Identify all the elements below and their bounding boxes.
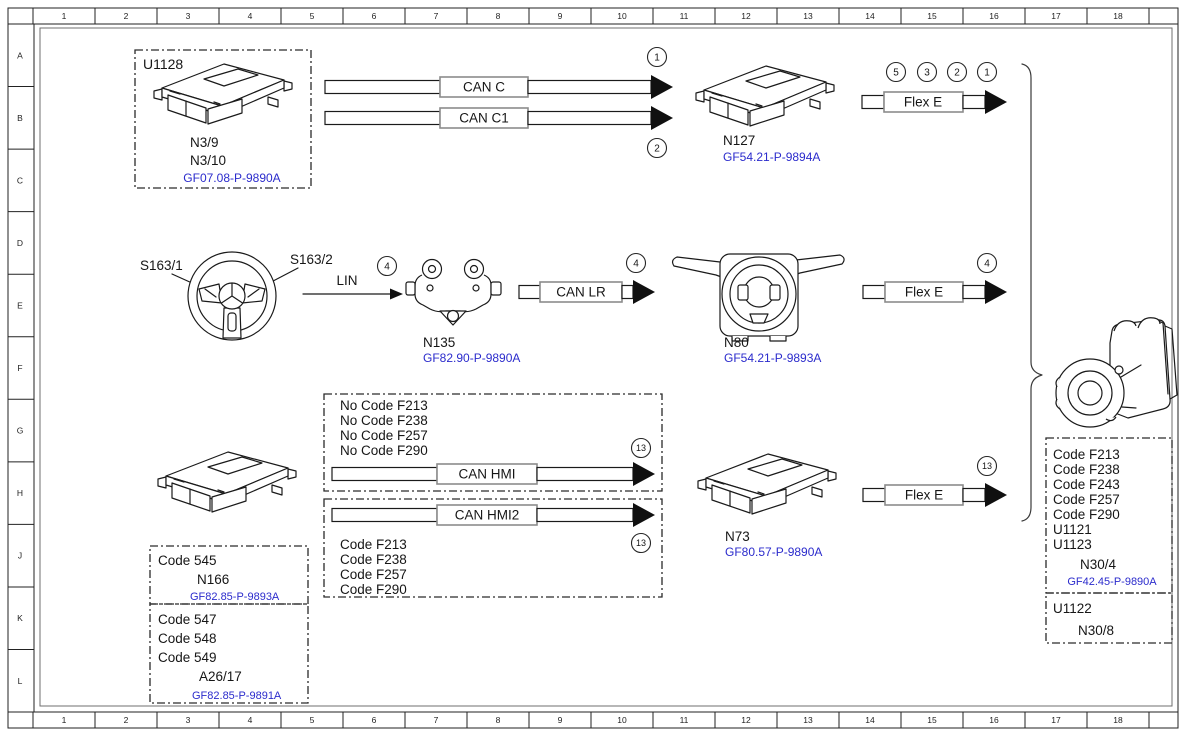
doc-link[interactable]: GF82.85-P-9891A (192, 690, 282, 702)
grid-col-label: 14 (865, 11, 875, 21)
steering-wheel-drawing (188, 252, 276, 340)
code-label: Code F257 (1053, 492, 1120, 507)
bus-stub (862, 96, 884, 109)
part-id: N3/9 (190, 135, 219, 150)
grid-col-label: 1 (61, 11, 67, 21)
bus-can-c1 (325, 106, 673, 158)
grid-col-label: 10 (617, 11, 627, 21)
group-can-hmi2-box (324, 499, 662, 597)
bus-line (622, 286, 633, 299)
grid-col-label: 17 (1051, 11, 1061, 21)
grid-col-label: 1 (61, 715, 67, 725)
grid-col-label: 13 (803, 11, 813, 21)
code-label: No Code F290 (340, 443, 428, 458)
bus-flex-e-bottom (863, 457, 1007, 508)
bus-line (537, 468, 633, 481)
grid-col-label: 13 (803, 715, 813, 725)
grid-col-label: 15 (927, 715, 937, 725)
bus-label: Flex E (904, 487, 944, 503)
grid-col-label: 2 (123, 715, 129, 725)
control-unit-drawing-n73 (698, 454, 836, 514)
code-label: U1123 (1053, 537, 1092, 552)
callout-number: 2 (654, 143, 660, 155)
bus-flex-e-top (862, 63, 1007, 115)
callout-number: 13 (981, 461, 993, 471)
bus-stub (863, 489, 885, 502)
bus-stub (519, 286, 540, 299)
doc-link[interactable]: GF80.57-P-9890A (725, 545, 823, 559)
code-label: Code F238 (1053, 462, 1120, 477)
bus-line (332, 509, 437, 522)
grid-row-label: F (17, 363, 23, 374)
group-a26-17-box (150, 604, 308, 703)
control-unit-drawing-n3 (154, 64, 292, 124)
grid-col-label: 16 (989, 11, 999, 21)
callout-number: 1 (984, 67, 990, 79)
code-label: Code F290 (1053, 507, 1120, 522)
callout-number: 13 (635, 443, 647, 453)
arrowhead-icon (985, 90, 1007, 114)
grid-col-label: 15 (927, 11, 937, 21)
grid-col-label: 8 (495, 715, 501, 725)
arrowhead-icon (390, 289, 403, 300)
grid-col-label: 12 (741, 715, 751, 725)
part-id: N127 (723, 133, 756, 148)
bus-label: CAN HMI2 (454, 507, 520, 523)
grid-row-label: K (17, 613, 23, 624)
grid-col-label: 9 (557, 715, 563, 725)
part-id: N30/4 (1079, 557, 1117, 572)
grid-row-label: D (16, 237, 24, 248)
grid-col-label: 10 (617, 715, 627, 725)
bus-label: Flex E (904, 284, 944, 300)
group-n135 (406, 260, 520, 366)
grid-col-label: 7 (433, 715, 439, 725)
callout-number: 2 (954, 67, 960, 79)
bus-line (963, 96, 985, 109)
grid-col-label: 11 (679, 11, 689, 21)
bus-label: CAN LR (556, 284, 606, 300)
group-can-hmi-box (324, 394, 662, 491)
grid-col-label: 4 (247, 715, 253, 725)
part-id: A26/17 (199, 669, 242, 684)
group-n73 (698, 454, 836, 559)
bus-flex-e-middle (863, 254, 1007, 305)
bus-line (963, 286, 985, 299)
control-unit-drawing-n166 (158, 452, 296, 512)
grid-col-label: 17 (1051, 715, 1061, 725)
control-unit-drawing-n127 (696, 66, 834, 126)
bus-can-c (325, 48, 673, 100)
arrowhead-icon (651, 75, 673, 99)
part-id: S163/2 (290, 252, 333, 267)
doc-link[interactable]: GF82.85-P-9893A (190, 591, 280, 603)
group-steering-wheel (140, 252, 333, 340)
group-n166-box (150, 546, 308, 604)
bus-label: CAN HMI (458, 466, 516, 482)
grid-col-label: 5 (309, 11, 315, 21)
hydraulic-unit-drawing (1056, 318, 1177, 427)
bus-line (325, 112, 440, 125)
grid-row-label: G (16, 425, 24, 436)
code-label: Code F290 (340, 582, 407, 597)
callout-number: 5 (893, 67, 899, 79)
bus-line (963, 489, 985, 502)
grid-col-label: 6 (371, 11, 377, 21)
group-n30-8-box (1046, 593, 1172, 643)
grid-col-label: 5 (309, 715, 315, 725)
code-label: Code 549 (158, 650, 217, 665)
arrowhead-icon (651, 106, 673, 130)
code-label: Code 548 (158, 631, 217, 646)
grid-col-label: 8 (495, 11, 501, 21)
steering-wheel-electronics-drawing (406, 260, 501, 326)
bus-stub (863, 286, 885, 299)
doc-link[interactable]: GF54.21-P-9893A (724, 351, 822, 365)
part-id: N166 (197, 572, 230, 587)
code-label: Code F213 (340, 537, 407, 552)
grid-col-label: 18 (1113, 11, 1123, 21)
arrowhead-icon (633, 503, 655, 527)
grid-col-label: 18 (1113, 715, 1123, 725)
code-label: Code F238 (340, 552, 407, 567)
grid-col-label: 16 (989, 715, 999, 725)
group-u1128 (135, 50, 311, 188)
grid-row-label: H (16, 488, 24, 499)
callout-number: 1 (654, 52, 660, 64)
grid-col-label: 3 (185, 715, 191, 725)
grid-col-label: 7 (433, 11, 439, 21)
code-label: Code 545 (158, 553, 217, 568)
arrowhead-icon (633, 280, 655, 304)
grid-col-label: 4 (247, 11, 253, 21)
grid-col-label: 2 (123, 11, 129, 21)
grid-row-label: L (17, 675, 23, 686)
component-code: U1128 (143, 56, 184, 72)
code-label: U1121 (1053, 522, 1092, 537)
bus-line (332, 468, 437, 481)
arrowhead-icon (985, 483, 1007, 507)
doc-link[interactable]: GF42.45-P-9890A (1067, 576, 1157, 588)
bus-label: CAN C (462, 79, 506, 95)
code-label: Code F243 (1053, 477, 1120, 492)
code-label: Code F213 (1053, 447, 1120, 462)
grid-row-label: E (17, 300, 23, 311)
callout-number: 4 (633, 258, 639, 270)
bus-label: Flex E (903, 94, 943, 110)
bus-can-lr (519, 254, 655, 305)
bus-line (537, 509, 633, 522)
part-id: N73 (725, 529, 750, 544)
grid-col-label: 3 (185, 11, 191, 21)
group-n127 (696, 66, 834, 164)
grid-row-label: C (16, 175, 24, 186)
collector-brace (1022, 64, 1042, 521)
arrowhead-icon (633, 462, 655, 486)
part-id: N3/10 (190, 153, 227, 168)
arrowhead-icon (985, 280, 1007, 304)
bus-line (528, 112, 651, 125)
part-id: S163/1 (140, 258, 183, 273)
callout-number: 4 (384, 261, 390, 273)
part-id: N80 (724, 335, 749, 350)
callout-number: 4 (984, 258, 990, 270)
grid-row-label: B (17, 112, 23, 123)
doc-link[interactable]: GF82.90-P-9890A (423, 351, 521, 365)
grid-col-label: 11 (679, 715, 689, 725)
group-n30-4-box (1046, 438, 1172, 593)
part-id: N135 (423, 335, 456, 350)
code-label: No Code F213 (340, 398, 428, 413)
grid-col-label: 9 (557, 11, 563, 21)
grid-col-label: 14 (865, 715, 875, 725)
group-n80 (673, 254, 845, 365)
code-label: U1122 (1053, 601, 1092, 616)
grid-col-label: 12 (741, 11, 751, 21)
grid-row-label: J (17, 550, 23, 561)
doc-link[interactable]: GF54.21-P-9894A (723, 150, 821, 164)
code-label: Code F257 (340, 567, 407, 582)
bus-label: LIN (336, 273, 358, 288)
bus-label: CAN C1 (459, 110, 509, 126)
code-label: Code 547 (158, 612, 217, 627)
part-id: N30/8 (1077, 623, 1115, 638)
doc-link[interactable]: GF07.08-P-9890A (183, 171, 281, 185)
code-label: No Code F257 (340, 428, 428, 443)
callout-number: 3 (924, 67, 930, 79)
code-label: No Code F238 (340, 413, 428, 428)
grid-row-label: A (17, 50, 23, 61)
callout-number: 13 (635, 538, 647, 548)
bus-line (528, 81, 651, 94)
steering-column-module-drawing (673, 254, 845, 341)
bus-line (325, 81, 440, 94)
grid-col-label: 6 (371, 715, 377, 725)
